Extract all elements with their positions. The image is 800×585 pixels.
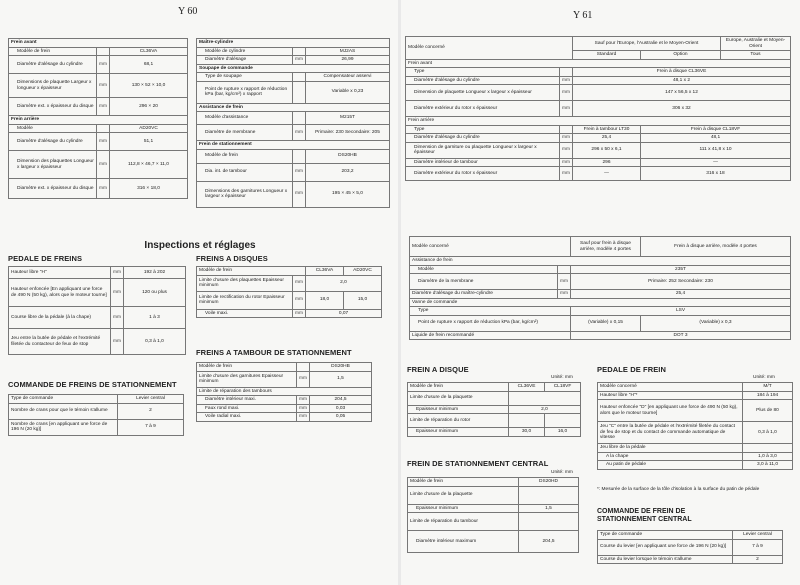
table-row: Diamètre extérieur du rotor x épaisseur mm 306 x 32 xyxy=(406,101,791,117)
master-cylinder-heading: Maître-cylindre xyxy=(197,39,390,48)
parking-control-title: COMMANDE DE FREINS DE STATIONNEMENT xyxy=(8,380,177,389)
table-row: A la chape 1,0 à 3,0 xyxy=(598,452,793,461)
table-row: Liquide de frein recommandé DOT 3 xyxy=(410,331,791,340)
table-row: Point de rupture x rapport de réduction kPa (bar, kg/cm²) x rapport Variable x 0,23 xyxy=(197,81,390,103)
table-row: Type de commande Levier central xyxy=(9,395,184,404)
table-row: Limite d'usure de la plaquette xyxy=(408,486,579,504)
front-brake-heading: Frein avant xyxy=(9,39,188,48)
table-row: Hauteur enfoncée "D" [en appliquant une force de 490 N (50 kg), alors que le moteur tourne] Plus de 80 xyxy=(598,400,793,422)
right-page xyxy=(401,0,800,585)
table-row: Point de rupture x rapport de réduction kPa (bar, kg/cm²) (Variable) x 0,15 (Variable) x 0,3 xyxy=(410,315,791,331)
table-row: Modèle de frein DS20HB xyxy=(197,149,390,163)
table-row: Diamètre d'alésage du maître-cylindre mm 25,4 xyxy=(410,290,791,299)
table-row: Diamètre extérieur du rotor x épaisseur mm — 316 x 18 xyxy=(406,167,791,181)
table-row: Course du levier [en appliquant une force de 196 N (20 kg)] 7 à 9 xyxy=(598,539,783,555)
table-row: Diamètre d'alésage du cylindre mm 51,1 xyxy=(9,133,188,151)
table-row: Diamètre d'alésage du cylindre mm 48,1 x 2 xyxy=(406,76,791,85)
table-row: Type Frein à disque CL36VE xyxy=(406,68,791,77)
brake-specs-right-table xyxy=(196,38,390,208)
table-row: Diamètre intérieur maximum 204,5 xyxy=(408,531,579,553)
table-row: Nombre de crans pour que le témoin s'allume 2 xyxy=(9,403,184,419)
table-header: Modèle concerné Sauf pour frein à disque arrière, modèle 4 portes Frein à disque arrière, modèle 4 portes xyxy=(410,237,791,257)
table-row: Dia. int. de tambour mm 203,2 xyxy=(197,163,390,181)
pedal-table xyxy=(8,266,186,355)
pedal-title: PEDALE DE FREINS xyxy=(8,254,83,263)
pedal-footnote: *: Mesurée de la surface de la tôle d'isolation à la surface du patin de pédale xyxy=(597,487,760,492)
pedal-right-table xyxy=(597,382,793,470)
table-row: Jeu entre la butée de pédale et l'extrémité filetée du contacteur de feux de stop mm 0,3 à 1,0 xyxy=(9,329,186,355)
table-row: Limite de rectification du rotor Epaisseur minimum mm 18,0 15,0 xyxy=(197,291,382,309)
table-row: Diamètre de la membrane mm Primaire: 252 Secondaire: 230 xyxy=(410,274,791,290)
table-row: Limite d'usure des garnitures Epaisseur minimum mm 1,5 xyxy=(197,371,372,387)
parking-unit-note: Unité: mm xyxy=(551,470,573,475)
table-row: Epaisseur minimum 2,0 xyxy=(408,405,581,414)
rear-brake-heading: Frein arrière xyxy=(9,116,188,125)
table-header: Modèle concerné M/T xyxy=(598,383,793,392)
table-row: Diamètre intérieur de tambour mm 296 — xyxy=(406,158,791,167)
table-row: Limite de réparation du rotor xyxy=(408,414,581,428)
table-row: Au patin de pédale 3,0 à 11,0 xyxy=(598,461,793,470)
table-row: Dimension de plaquette Longueur x largeur x épaisseur mm 147 x 56,5 x 12 xyxy=(406,85,791,101)
pedal-unit-note: Unité: mm xyxy=(753,375,775,380)
right-page-number: Y 61 xyxy=(573,10,593,21)
assist-heading: Assistance de frein xyxy=(410,257,791,266)
disc-unit-note: Unité: mm xyxy=(551,375,573,380)
table-row: Type Frein à tambour LT30 Frein à disque CL18VF xyxy=(406,125,791,134)
table-row: Hauteur libre "H"* 184 à 194 xyxy=(598,391,793,400)
table-row: Type LSV xyxy=(410,307,791,316)
table-row: Limite de réparation du tambour xyxy=(408,513,579,531)
table-row: Faux rond maxi. mm 0,03 xyxy=(197,404,372,413)
table-row: Limite de réparation des tambours xyxy=(197,387,372,396)
central-control-table xyxy=(597,530,783,564)
table-row: Jeu "C" entre la butée de pédale et l'extrémité filetée du contact de feu de stop et du contact de commande automatique de vitesse 0,3 à 1,0 xyxy=(598,422,793,444)
table-row: Diamètre ext. x épaisseur du disque mm 296 × 20 xyxy=(9,98,188,116)
table-row: Epaisseur minimum 30,0 16,0 xyxy=(408,428,581,437)
table-row: Limite d'usure des plaquettes Epaisseur minimum mm 2,0 xyxy=(197,275,382,291)
parking-brake-heading: Frein de stationnement xyxy=(197,141,390,150)
front-heading: Frein avant xyxy=(406,59,791,68)
brake-specs-left-table xyxy=(8,38,188,199)
table-row: Dimensions des garnitures Longueur x largeur x épaisseur mm 195 × 45 × 5,0 xyxy=(197,181,390,207)
table-header: Standard Option Tous xyxy=(406,51,791,60)
table-row: Epaisseur minimum 1,5 xyxy=(408,504,579,513)
table-row: Voile maxi. mm 0,07 xyxy=(197,309,382,318)
table-row: Modèle 235T xyxy=(410,265,791,274)
table-row: Type de commande Levier central xyxy=(598,531,783,540)
table-row: Modèle AD20VC xyxy=(9,124,188,133)
assist-table xyxy=(409,236,791,340)
table-row: Dimensions de plaquette Largeur x longueur x épaisseur mm 130 × 52 × 10,0 xyxy=(9,74,188,98)
table-row: Nombre de crans [en appliquant une force de 196 N (20 kg)] 7 à 9 xyxy=(9,419,184,435)
disc-table xyxy=(407,382,581,437)
central-control-title: COMMANDE DE FREIN DE STATIONNEMENT CENTRAL xyxy=(597,508,692,524)
table-row: Course libre de la pédale (à la chape) mm 1 à 3 xyxy=(9,307,186,329)
brake-assist-heading: Assistance de frein xyxy=(197,103,390,112)
disc-brakes-table xyxy=(196,266,382,318)
table-row: Voile radial maxi. mm 0,05 xyxy=(197,413,372,422)
table-row: Dimension des plaquettes Longueur x largeur x épaisseur mm 112,8 × 46,7 × 11,0 xyxy=(9,151,188,179)
table-row: Hauteur libre "H" mm 192 à 202 xyxy=(9,267,186,279)
valve-heading: Vanne de commande xyxy=(410,298,791,307)
pedal-right-title: PEDALE DE FREIN xyxy=(597,365,667,374)
table-row: Diamètre d'alésage du cylindre mm 25,4 48,1 xyxy=(406,134,791,143)
disc-brakes-title: FREINS A DISQUES xyxy=(196,254,268,263)
central-parking-table xyxy=(407,477,579,553)
section-title: Inspections et réglages xyxy=(144,240,256,251)
drum-brakes-title: FREINS A TAMBOUR DE STATIONNEMENT xyxy=(196,348,352,357)
rear-heading: Frein arrière xyxy=(406,117,791,126)
table-row: Course du levier lorsque le témoin s'allume 2 xyxy=(598,555,783,564)
table-row: Diamètre intérieur maxi. mm 204,5 xyxy=(197,396,372,405)
table-row: Type de soupape Compensateur asservi xyxy=(197,73,390,82)
table-header: Modèle de frein CL36VA AD20VC xyxy=(197,267,382,276)
table-row: Dimension de garniture ou plaquette Longueur x largeur x épaisseur mm 296 x 50 x 6,1 111 x 41,8 x 10 xyxy=(406,142,791,158)
drum-brakes-table xyxy=(196,362,372,422)
table-row: Modèle de frein DS20HB xyxy=(197,363,372,372)
parking-control-table xyxy=(8,394,184,436)
table-row: Diamètre ext. x épaisseur du disque mm 316 × 18,0 xyxy=(9,179,188,199)
left-page xyxy=(0,0,398,585)
table-row: Modèle de cylindre MJ2AS xyxy=(197,47,390,56)
table-header: Modèle concerné Sauf pour l'Europe, l'Australie et le Moyen-Orient Europe, Australie et Moyen-Orient xyxy=(406,37,791,51)
main-spec-table xyxy=(405,36,791,181)
table-row: Diamètre d'alésage du cylindre mm 68,1 xyxy=(9,56,188,74)
table-row: Limite d'usure de la plaquette xyxy=(408,391,581,405)
table-header: Modèle de frein CL36VE CL18VF xyxy=(408,383,581,392)
left-page-number: Y 60 xyxy=(178,6,198,17)
table-row: Jeu libre de la pédale xyxy=(598,444,793,453)
table-row: Diamètre de membrane mm Primaire: 230 Secondaire: 205 xyxy=(197,125,390,141)
table-row: Diamètre d'alésage mm 26,99 xyxy=(197,56,390,65)
central-parking-title: FREIN DE STATIONNEMENT CENTRAL xyxy=(407,459,549,468)
table-row: Modèle d'assistance M215T xyxy=(197,112,390,125)
control-valve-heading: Soupape de commande xyxy=(197,64,390,73)
disc-title: FREIN A DISQUE xyxy=(407,365,469,374)
table-row: Modèle de frein CL36VA xyxy=(9,47,188,56)
table-row: Hauteur enfoncée [En appliquant une force de 490 N (50 kg), alors que le moteur tourne] mm 120 ou plus xyxy=(9,279,186,307)
table-row: Modèle de frein DS20HD xyxy=(408,478,579,487)
